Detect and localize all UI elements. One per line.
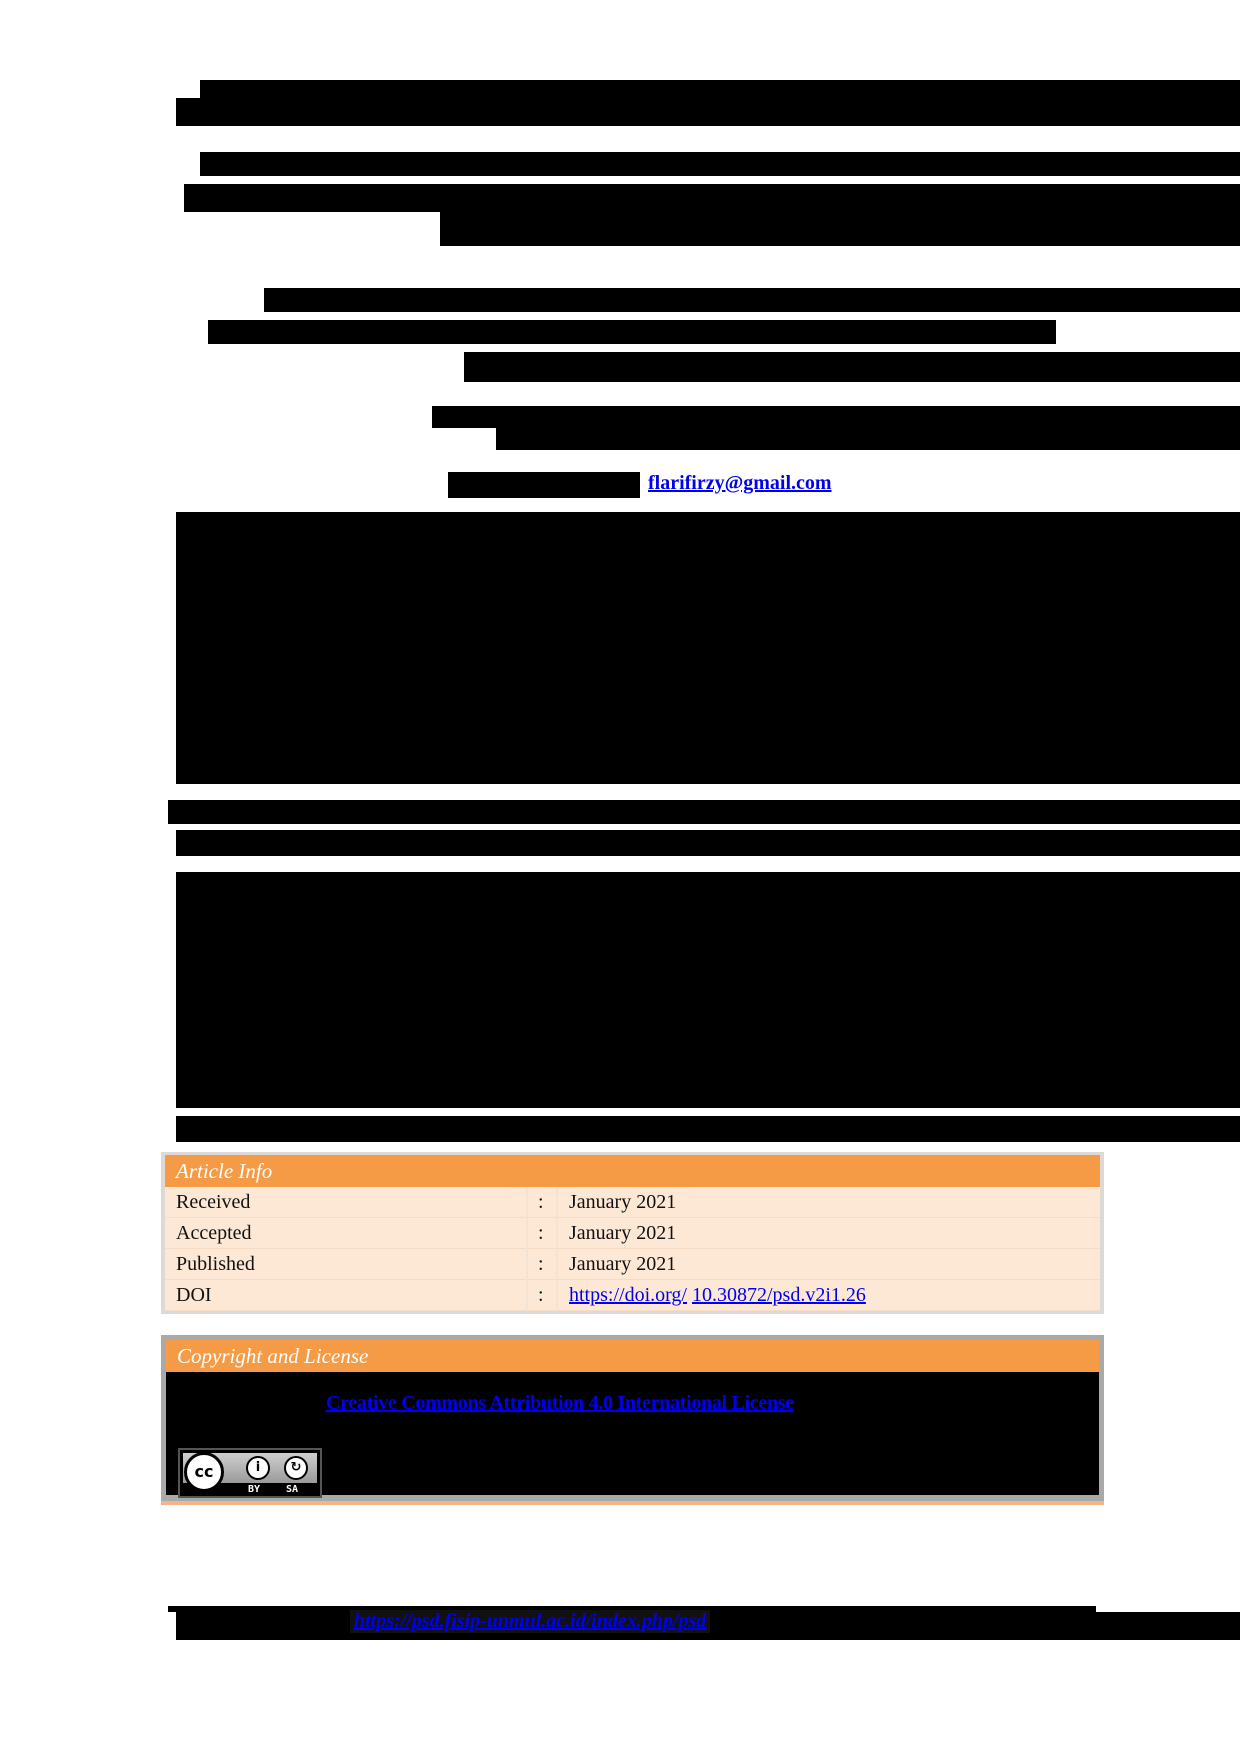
doi-link[interactable]: 10.30872/psd.v2i1.26 (691, 1283, 866, 1306)
received-label: Received (165, 1187, 527, 1218)
author-email-link[interactable]: flarifirzy@gmail.com (648, 472, 832, 494)
redacted-title (184, 184, 1240, 212)
redacted-abstract (176, 512, 1240, 784)
received-value: January 2021 (557, 1187, 1100, 1218)
redacted-copyright-text (166, 1372, 1099, 1495)
share-alike-icon: ↻ (284, 1456, 308, 1480)
redacted-title (200, 152, 1240, 176)
article-info-table (165, 1187, 1100, 1311)
license-link[interactable]: Creative Commons Attribution 4.0 International License (326, 1392, 794, 1414)
accepted-value: January 2021 (557, 1218, 1100, 1249)
article-info-header: Article Info (165, 1155, 1100, 1187)
redacted-keywords (168, 800, 1240, 824)
by-label: BY (248, 1484, 261, 1495)
attribution-icon: i (246, 1456, 270, 1480)
redacted-authors (264, 288, 1240, 312)
redacted-journal-header (176, 98, 1240, 126)
cc-icon: cc (184, 1452, 224, 1492)
doi-prefix-link[interactable]: https://doi.org/ (569, 1283, 687, 1306)
redacted-keywords-2 (176, 1116, 1240, 1142)
redacted-authors (208, 320, 1056, 344)
redacted-affiliation (496, 428, 1240, 450)
copyright-header: Copyright and License (166, 1340, 1099, 1372)
accepted-label: Accepted (165, 1218, 527, 1249)
published-label: Published (165, 1249, 527, 1280)
table-row (165, 1187, 1100, 1218)
doi-value (557, 1280, 1100, 1311)
table-row (165, 1280, 1100, 1311)
doi-label: DOI (165, 1280, 527, 1311)
redacted-affiliation (464, 352, 1240, 382)
journal-url-link[interactable]: https://psd.fisip-unmul.ac.id/index.php/psd (350, 1610, 710, 1633)
separator: : (527, 1187, 557, 1218)
redacted-correspondence (448, 472, 640, 498)
redacted-affiliation (432, 406, 1240, 428)
separator: : (527, 1280, 557, 1311)
sa-label: SA (286, 1484, 299, 1495)
cc-by-sa-badge[interactable] (178, 1448, 322, 1498)
table-row (165, 1249, 1100, 1280)
separator: : (527, 1249, 557, 1280)
separator: : (527, 1218, 557, 1249)
redacted-title (440, 212, 1240, 246)
table-row (165, 1218, 1100, 1249)
published-value: January 2021 (557, 1249, 1100, 1280)
article-info-box (161, 1152, 1104, 1314)
redacted-keywords (176, 830, 1240, 856)
redacted-abstract-2 (176, 872, 1240, 1108)
redacted-journal-header (200, 80, 1240, 98)
copyright-box (161, 1335, 1104, 1505)
